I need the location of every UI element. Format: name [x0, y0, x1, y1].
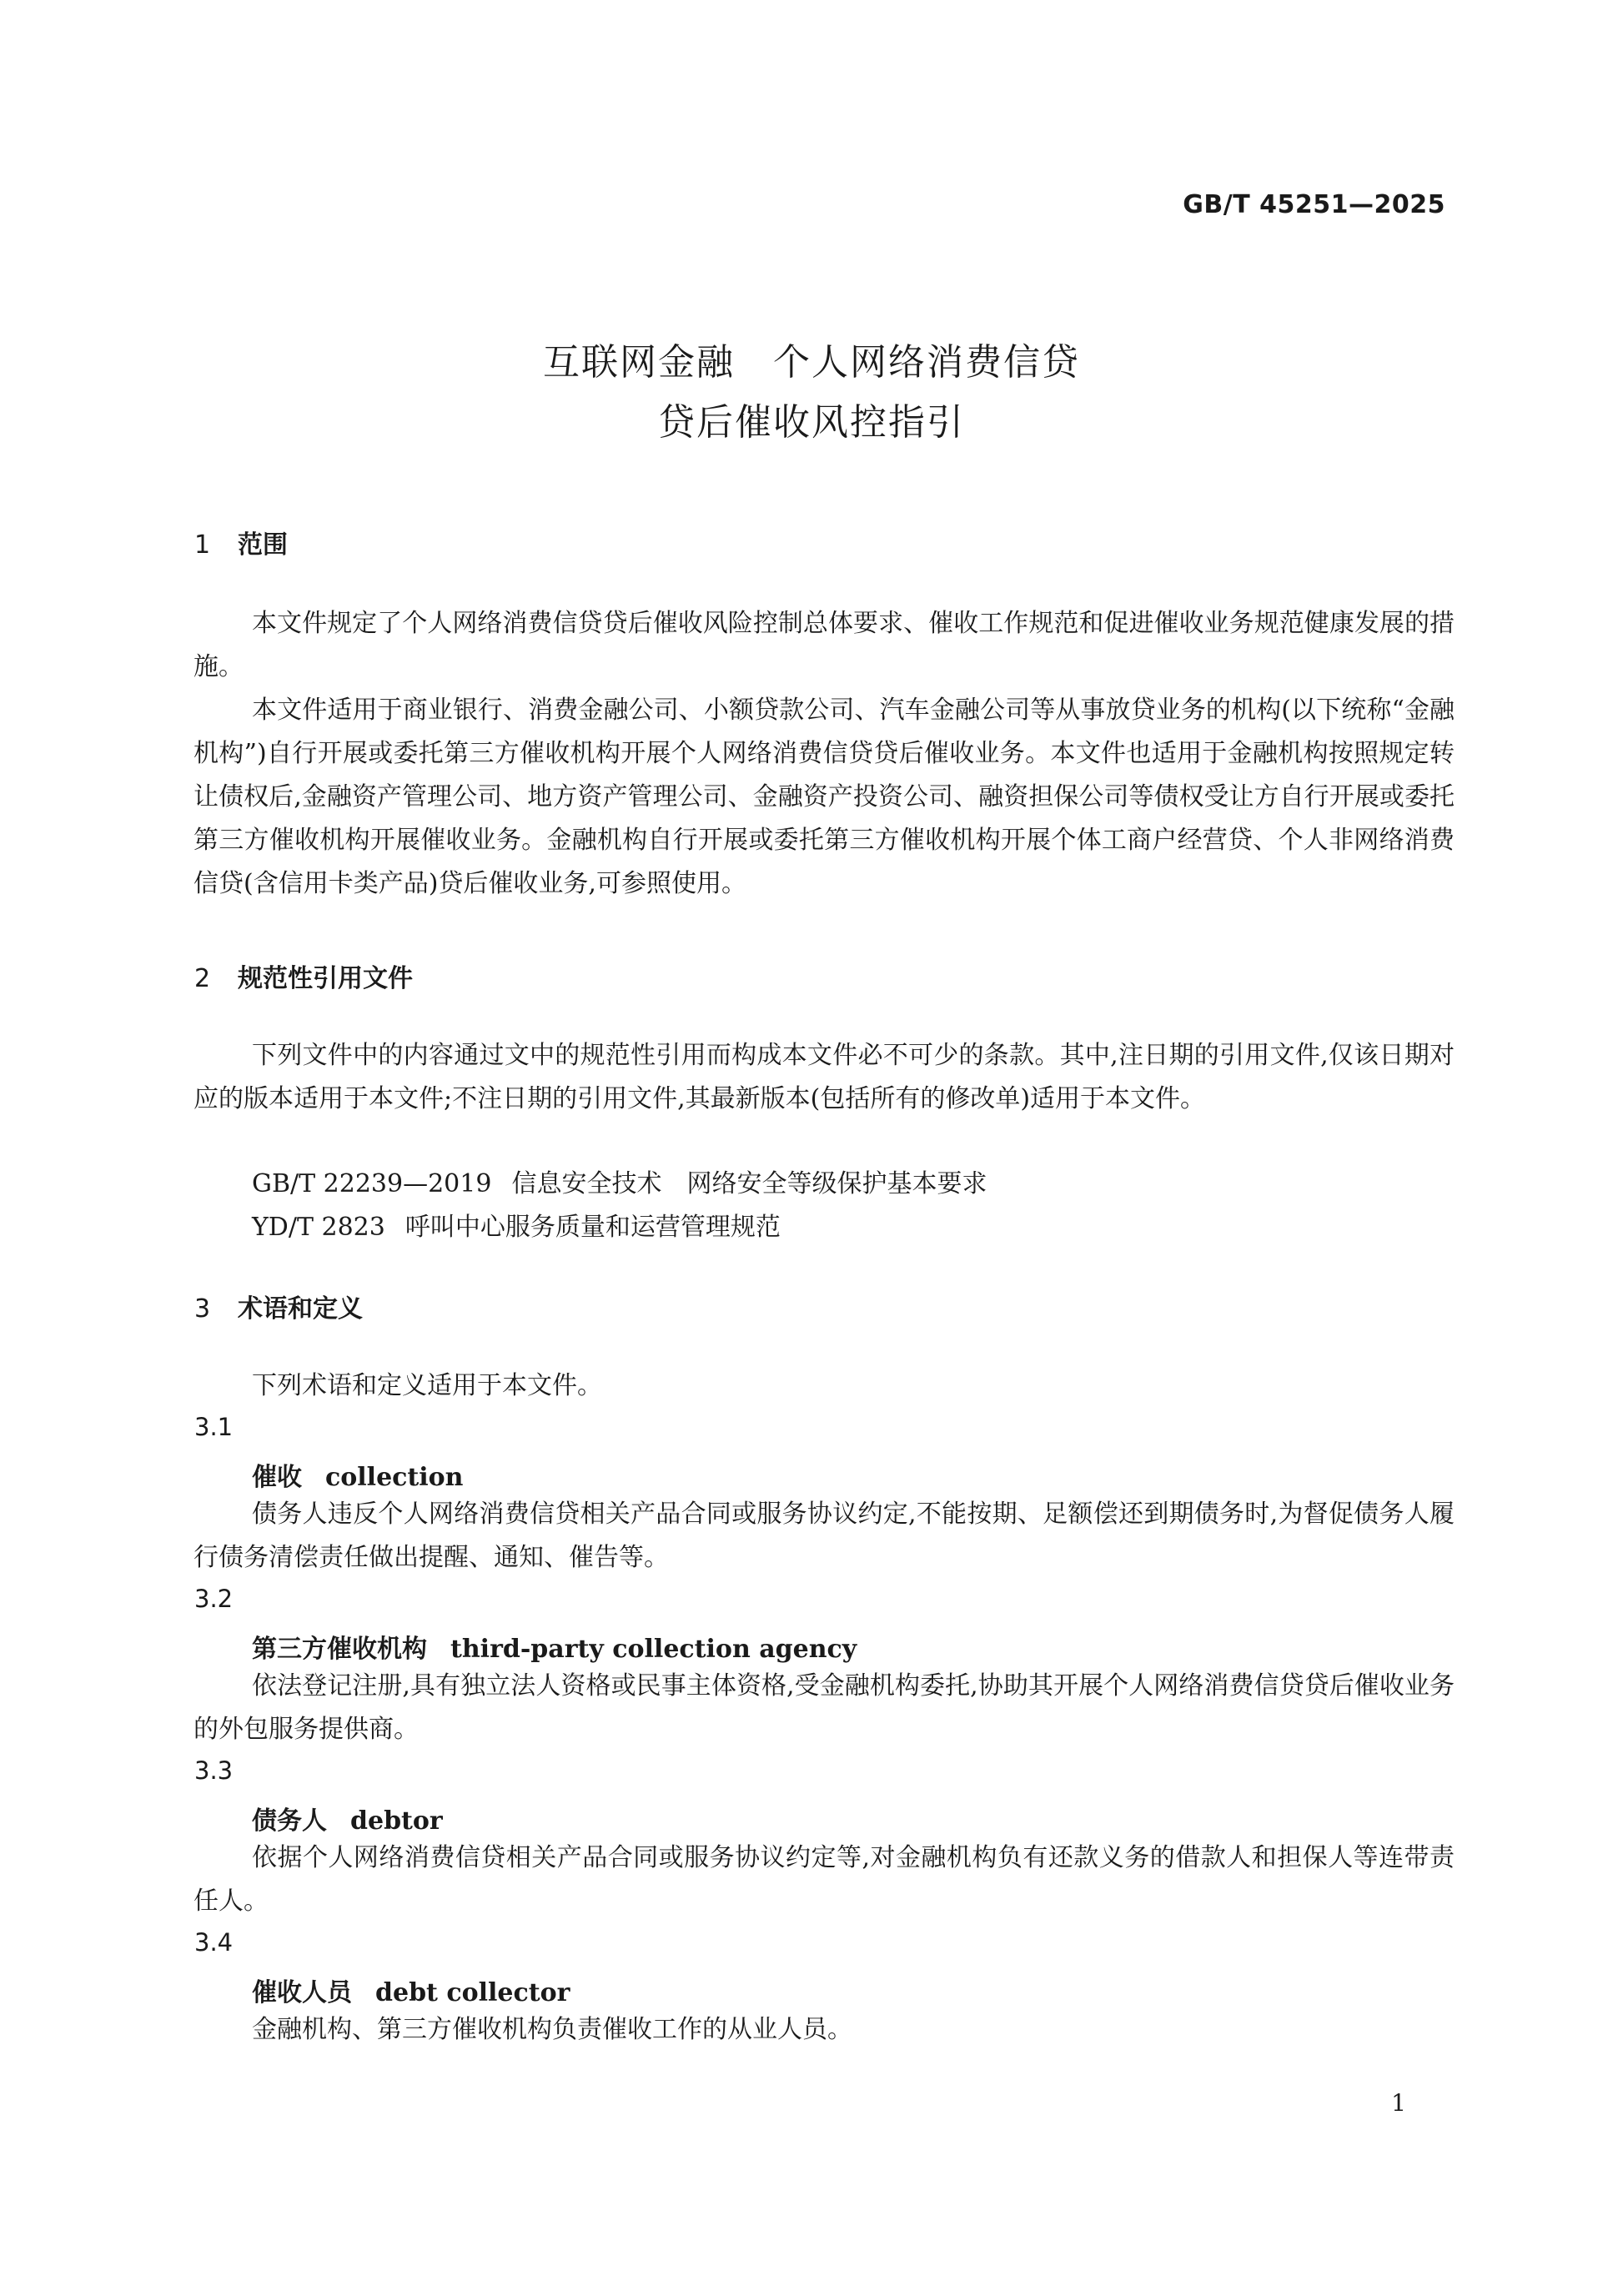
document-title-line-2: 贷后催收风控指引 [658, 401, 965, 444]
term-en: collection [325, 1463, 464, 1492]
term-en: third-party collection agency [450, 1635, 857, 1664]
term-number: 3.1 [194, 1413, 234, 1441]
section-2-heading [194, 957, 413, 994]
term-title [252, 1628, 857, 1665]
section-3-intro: 下列术语和定义适用于本文件。 [252, 1371, 602, 1400]
page-number: 1 [1391, 2089, 1406, 2117]
section-3-heading [194, 1288, 363, 1324]
term-definition: 依法登记注册,具有独立法人资格或民事主体资格,受金融机构委托,协助其开展个人网络消费信贷贷后催收业务的外包服务提供商。 [193, 1671, 1455, 1744]
term-number: 3.3 [194, 1756, 234, 1785]
section-1-paragraph-2: 本文件适用于商业银行、消费金融公司、小额贷款公司、汽车金融公司等从事放贷业务的机构(以下统称“金融机构”)自行开展或委托第三方催收机构开展个人网络消费信贷贷后催收业务。本文件也适用于金融机构按照规定转让债权后,金融资产管理公司、地方资产管理公司、金融资产投资公司、融资担保公司等债权受让方自行开展或委托第三方催收机构开展催收业务。金融机构自行开展或委托第三方催收机构开展个体工商户经营贷、个人非网络消费信贷(含信用卡类产品)贷后催收业务,可参照使用。 [193, 696, 1455, 898]
term-number: 3.4 [194, 1928, 234, 1957]
term-en: debt collector [375, 1978, 570, 2007]
term-zh: 催收人员 [252, 1978, 352, 2007]
section-number: 3 [194, 1294, 211, 1324]
term-title [252, 1800, 443, 1836]
section-number: 2 [194, 964, 211, 993]
section-number: 1 [194, 530, 211, 560]
term-definition: 依据个人网络消费信贷相关产品合同或服务协议约定等,对金融机构负有还款义务的借款人和担保人等连带责任人。 [193, 1843, 1455, 1916]
term-number: 3.2 [194, 1585, 234, 1613]
term-definition: 债务人违反个人网络消费信贷相关产品合同或服务协议约定,不能按期、足额偿还到期债务时,为督促债务人履行债务清偿责任做出提醒、通知、催告等。 [193, 1500, 1455, 1572]
section-title: 规范性引用文件 [238, 964, 413, 993]
reference-code: YD/T 2823 [252, 1213, 385, 1242]
document-title-line-1: 互联网金融 个人网络消费信贷 [543, 341, 1080, 384]
term-title [252, 1456, 464, 1493]
section-1-heading [194, 524, 288, 560]
term-zh: 催收 [252, 1463, 302, 1492]
term-en: debtor [350, 1806, 443, 1836]
reference-item [252, 1163, 987, 1199]
section-title: 术语和定义 [238, 1294, 363, 1324]
reference-item [252, 1206, 781, 1243]
section-title: 范围 [238, 530, 288, 560]
term-title [252, 1972, 570, 2008]
reference-title: 呼叫中心服务质量和运营管理规范 [404, 1213, 781, 1242]
standard-code: GB/T 45251—2025 [1183, 190, 1445, 219]
reference-title: 信息安全技术 网络安全等级保护基本要求 [511, 1169, 987, 1198]
section-1-paragraph-1: 本文件规定了个人网络消费信贷贷后催收风险控制总体要求、催收工作规范和促进催收业务规范健康发展的措施。 [193, 609, 1455, 681]
term-zh: 第三方催收机构 [252, 1635, 427, 1664]
term-zh: 债务人 [252, 1806, 327, 1836]
reference-code: GB/T 22239—2019 [252, 1169, 492, 1198]
section-2-paragraph: 下列文件中的内容通过文中的规范性引用而构成本文件必不可少的条款。其中,注日期的引用文件,仅该日期对应的版本适用于本文件;不注日期的引用文件,其最新版本(包括所有的修改单)适用于本文件。 [193, 1041, 1455, 1113]
term-definition: 金融机构、第三方催收机构负责催收工作的从业人员。 [252, 2015, 852, 2044]
